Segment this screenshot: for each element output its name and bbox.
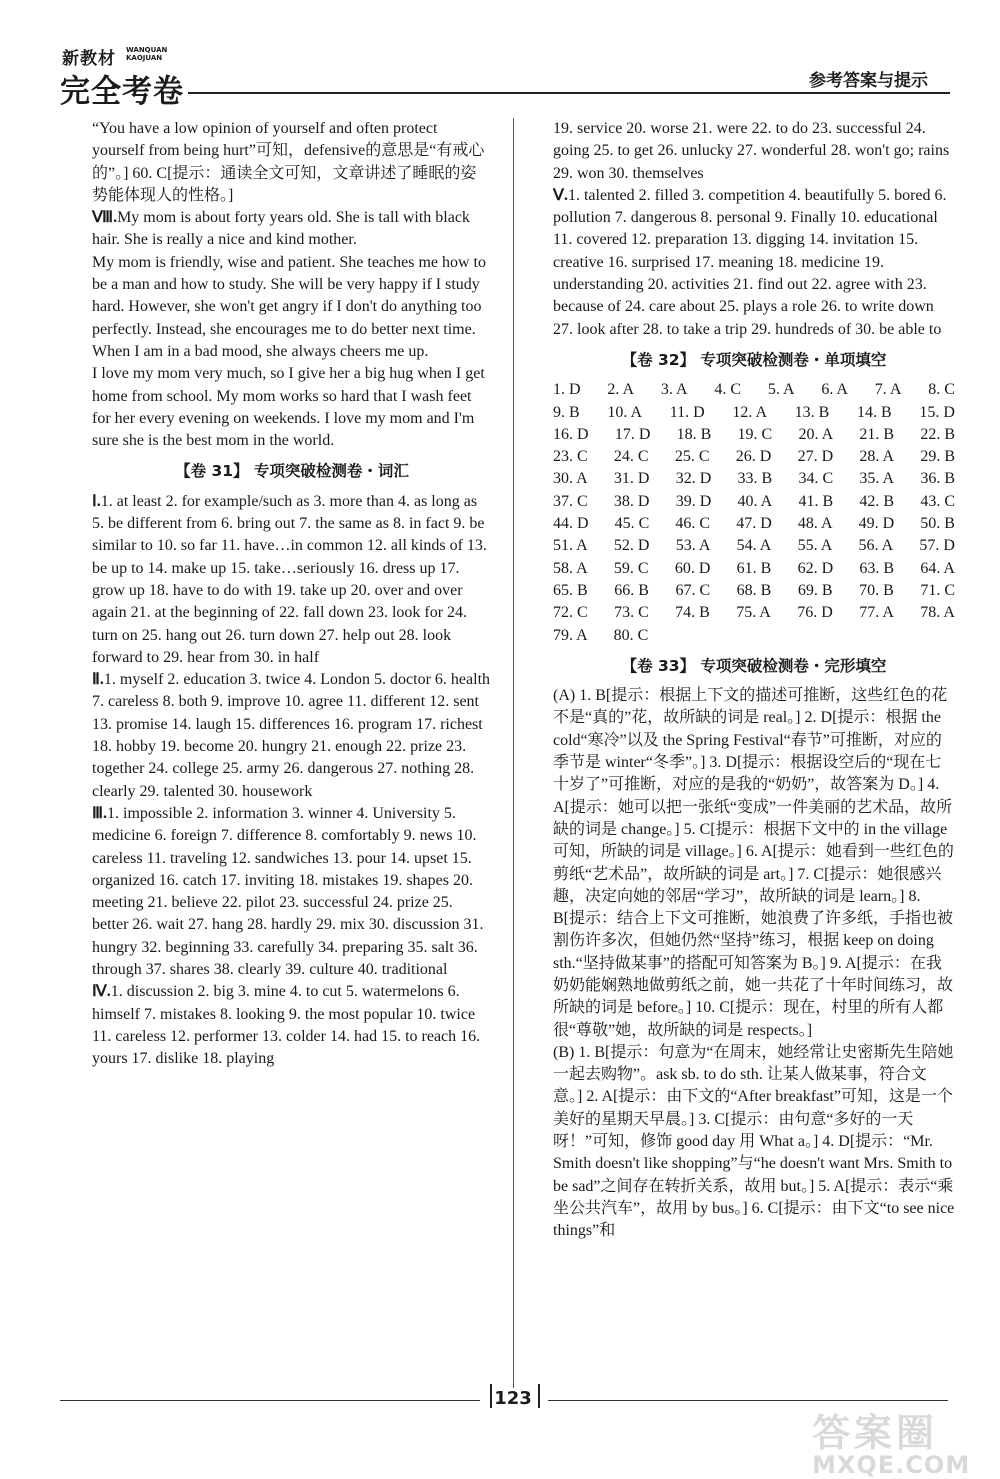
mc-answer: 12. A [732, 403, 767, 421]
mc-answer: 75. A [736, 604, 771, 622]
mc-answer: 60. D [674, 559, 711, 577]
section-title-31: 【卷 31】 专项突破检测卷・词汇 [175, 462, 409, 481]
mc-answer: 69. B [797, 581, 833, 599]
mc-answer: 14. B [857, 403, 892, 421]
mc-answer: 11. D [669, 403, 705, 421]
mc-answer: 51. A [553, 537, 588, 555]
mc-answer: 38. D [613, 492, 650, 510]
mc-answer: 41. B [798, 492, 834, 510]
mc-answer: 49. D [858, 515, 895, 533]
mc-answer: 20. A [798, 425, 834, 443]
section-label-iv: Ⅳ. [92, 983, 111, 1001]
mc-answer: 26. D [735, 448, 772, 466]
mc-answer: 30. A [553, 470, 588, 488]
mc-row [553, 535, 955, 557]
mc-answer: 45. C [614, 515, 650, 533]
logo-top-text: 新教材 [62, 49, 116, 69]
mc-answer: 59. C [613, 559, 649, 577]
mc-answer: 40. A [737, 492, 773, 510]
mc-answer: 56. A [858, 537, 894, 555]
mc-answer: 54. A [736, 537, 772, 555]
footer-rule-left [60, 1400, 480, 1401]
mc-answer: 73. C [614, 604, 649, 622]
mc-answer: 32. D [675, 470, 712, 488]
mc-answer: 65. B [553, 581, 588, 599]
vocab-iv-answers: 1. discussion 2. big 3. mine 4. to cut 5. watermelons 6. himself 7. mistakes 8. looking 9. the most popular 10. twice 11. careless 12. performer 13. colder 14. had 15. to reach 16. yours 17. dislike 18. playing [92, 983, 481, 1068]
cloze-b-answers: (B) 1. B[提示：句意为“在周末，她经常让史密斯先生陪她一起去购物”。ask sb. to do sth. 让某人做某事，符合文意。] 2. A[提示：由下文的“After breakfast”可知，这是一个美好的星期天早晨。] 3. C[提示：由句意“多好的一天呀！”可知，修饰 good day 用 What a。] 4. D[提示：“Mr. Smith doesn't like shopping”与“he doesn't want Mrs. Smith to be sad”之间存在转折关系，故用 but。] 5. A[提示：表示“乘坐公共汽车”，故用 by bus。] 6. C[提示：由下文“to see nice things”和 [553, 1043, 955, 1240]
mc-answer: 31. D [613, 470, 650, 488]
mc-answer: 16. D [553, 425, 589, 443]
section-title-32: 【卷 32】 专项突破检测卷・单项填空 [621, 350, 887, 369]
watermark [812, 1402, 970, 1479]
vocab-iv-continued: 19. service 20. worse 21. were 22. to do 23. successful 24. going 25. to get 26. unlucky 27. wonderful 28. won't go; rains 29. won 30. themselves [553, 120, 950, 182]
mc-answer: 57. D [919, 537, 955, 555]
page-number: 123 [494, 1388, 532, 1409]
mc-answer: 48. A [797, 515, 833, 533]
mc-answer: 29. B [920, 448, 955, 466]
section-title-33: 【卷 33】 专项突破检测卷・完形填空 [621, 656, 887, 675]
section-label-v: Ⅴ. [553, 186, 568, 204]
mc-answer: 63. B [859, 559, 895, 577]
mc-answer: 34. C [798, 470, 834, 488]
header-rule [188, 92, 950, 94]
writing-para-3: I love my mom very much, so I give her a big hug when I get home from school. My mom works so hard that I wash feet for her every evening on weekends. I love my mom and I'm sure she is the best mom in the world. [92, 365, 485, 450]
header-title: 参考答案与提示 [809, 71, 928, 91]
mc-answer: 10. A [607, 403, 643, 421]
mc-answer: 18. B [676, 425, 712, 443]
footer-rule-right [548, 1400, 948, 1401]
mc-answer: 37. C [553, 492, 588, 510]
mc-answer: 27. D [797, 448, 834, 466]
mc-answer: 25. C [674, 448, 710, 466]
vocab-ii-answers: 1. myself 2. education 3. twice 4. London 5. doctor 6. health 7. careless 8. both 9. improve 10. agree 11. different 12. sent 13. promise 14. laugh 15. differences 16. program 17. richest 18. hobby 19. become 20. hungry 21. enough 22. prize 23. together 24. college 25. army 26. dangerous 27. nothing 28. clearly 29. talented 30. housework [92, 671, 491, 800]
mc-answer: 43. C [920, 492, 955, 510]
mc-answer: 64. A [920, 559, 955, 577]
mc-answer: 74. B [675, 604, 710, 622]
mc-row [553, 379, 955, 401]
vocab-part-i [92, 491, 492, 669]
mc-answer: 72. C [553, 604, 588, 622]
section-label-viii: Ⅷ. [92, 209, 118, 227]
mc-answer: 67. C [675, 581, 711, 599]
mc-answer: 77. A [859, 604, 894, 622]
left-column [92, 118, 492, 1070]
logo-pinyin [126, 46, 167, 62]
mc-row [553, 580, 955, 602]
mc-row [553, 558, 955, 580]
mc-answer: 47. D [736, 515, 772, 533]
logo-pinyin-1: WANQUAN [126, 46, 168, 54]
mc-answer: 13. B [794, 403, 830, 421]
mc-answer: 80. C [613, 626, 649, 644]
page-bar-right [538, 1384, 540, 1408]
mc-answer: 61. B [736, 559, 772, 577]
essay-answer-tail: “You have a low opinion of yourself and often protect yourself from being hurt”可知，defensive的意思是“有戒心的”。] 60. C[提示：通读全文可知，文章讲述了睡眠的姿势能体现人的性格。] [92, 120, 485, 204]
vocab-part-v [553, 185, 955, 341]
mc-answer: 4. C [714, 381, 742, 399]
mc-answer: 44. D [553, 515, 589, 533]
mc-answer: 68. B [736, 581, 772, 599]
vocab-part-iv [92, 981, 492, 1070]
mc-answer: 3. A [660, 381, 688, 399]
watermark-logo: 答案圈 [812, 1411, 939, 1455]
mc-answer: 24. C [613, 448, 649, 466]
mc-answer: 39. D [675, 492, 712, 510]
column-divider [513, 118, 514, 1388]
mc-answer: 78. A [920, 604, 955, 622]
multiple-choice-grid [553, 379, 955, 647]
mc-answer: 33. B [737, 470, 773, 488]
mc-row [553, 446, 955, 468]
watermark-url: MXQE.COM [812, 1451, 971, 1479]
writing-section [92, 207, 492, 252]
mc-answer: 58. A [553, 559, 588, 577]
mc-row [553, 424, 955, 446]
writing-para-2: My mom is friendly, wise and patient. She teaches me how to be a man and how to study. She will be very happy if I study hard. However, she won't get angry if I don't do anything too perfectly. Instead, she encourages me to do better next time. When I am in a bad mood, she always cheers me up. [92, 253, 486, 360]
mc-answer: 66. B [614, 581, 649, 599]
mc-answer: 5. A [767, 381, 795, 399]
mc-answer: 19. C [737, 425, 773, 443]
writing-para-1: My mom is about forty years old. She is tall with black hair. She is really a nice and kind mother. [92, 209, 470, 249]
mc-row [553, 513, 955, 535]
mc-answer: 46. C [675, 515, 711, 533]
mc-answer: 17. D [614, 425, 651, 443]
mc-answer: 8. C [928, 381, 955, 399]
mc-row [553, 468, 955, 490]
page-header [0, 0, 1000, 110]
mc-answer: 50. B [920, 515, 955, 533]
right-column [553, 118, 955, 1243]
vocab-v-answers: 1. talented 2. filled 3. competition 4. beautifully 5. bored 6. pollution 7. dangerous 8. personal 9. Finally 10. educational 11. covered 12. preparation 13. digging 14. invitation 15. creative 16. surprised 17. meaning 18. medicine 19. understanding 20. activities 21. find out 22. agree with 23. because of 24. care about 25. plays a role 26. to write down 27. look after 28. to take a trip 29. hundreds of 30. be able to [553, 186, 947, 338]
section-label-ii: Ⅱ. [92, 671, 104, 689]
mc-answer: 2. A [607, 381, 635, 399]
vocab-part-iii [92, 803, 492, 981]
logo-pinyin-2: KAOJUAN [126, 54, 163, 62]
vocab-iii-answers: 1. impossible 2. information 3. winner 4. University 5. medicine 6. foreign 7. difference 8. comfortably 9. news 10. careless 11. traveling 12. sandwiches 13. pour 14. upset 15. organized 16. catch 17. inviting 18. mistakes 19. shapes 20. meeting 21. believe 22. pilot 23. successful 24. prize 25. better 26. wait 27. hang 28. hardly 29. mix 30. discussion 31. hungry 32. beginning 33. carefully 34. preparing 35. salt 36. through 37. shares 38. clearly 39. culture 40. traditional [92, 804, 484, 978]
mc-answer: 35. A [859, 470, 895, 488]
section-label-i: Ⅰ. [92, 492, 101, 510]
mc-answer: 62. D [797, 559, 834, 577]
logo-main-text: 完全考卷 [60, 73, 184, 111]
mc-answer: 22. B [920, 425, 955, 443]
mc-answer: 71. C [920, 581, 955, 599]
mc-answer: 53. A [675, 537, 711, 555]
vocab-part-ii [92, 669, 492, 803]
mc-answer: 6. A [821, 381, 848, 399]
mc-answer: 70. B [859, 581, 894, 599]
mc-row [553, 625, 955, 647]
mc-answer: 28. A [859, 448, 895, 466]
mc-row [553, 491, 955, 513]
mc-answer: 15. D [919, 403, 955, 421]
mc-answer: 76. D [797, 604, 833, 622]
mc-answer: 36. B [920, 470, 955, 488]
mc-answer: 9. B [553, 403, 580, 421]
mc-row [553, 402, 955, 424]
mc-answer: 1. D [553, 381, 581, 399]
mc-answer: 23. C [553, 448, 588, 466]
cloze-a-answers: (A) 1. B[提示：根据上下文的描述可推断，这些红色的花不是“真的”花，故所缺的词是 real。] 2. D[提示：根据 the cold“寒冷”以及 the Spring Festival“春节”可推断，对应的季节是 winter“冬季”。] 3. D[提示：根据设空后的“现在七十岁了”可推断，对应的是我的“奶奶”，故答案为 D。] 4. A[提示：她可以把一张纸“变成”一件美丽的艺术品，故所缺的词是 change。] 5. C[提示：根据下文中的 in the village 可知，所缺的词是 village。] 6. A[提示：她看到一些红色的剪纸“艺术品”，故所缺的词是 art。] 7. C[提示：她很感兴趣，决定向她的邻居“学习”，故所缺的词是 learn。] 8. B[提示：结合上下文可推断，她浪费了许多纸，手指也被割伤许多次，但她仍然“坚持”练习，根据 keep on doing sth.“坚持做某事”的搭配可知答案为 B。] 9. A[提示：在我奶奶能娴熟地做剪纸之前，她一共花了十年时间练习，故所缺的词是 before。] 10. C[提示：现在，村里的所有人都很“尊敬”她，故所缺的词是 respects。] [553, 687, 954, 1039]
mc-answer: 21. B [859, 425, 895, 443]
mc-row [553, 602, 955, 624]
section-label-iii: Ⅲ. [92, 804, 108, 822]
vocab-i-answers: 1. at least 2. for example/such as 3. more than 4. as long as 5. be different from 6. bring out 7. the same as 8. in fact 9. be similar to 10. so far 11. have…in common 12. all kinds of 13. be up to 14. make up 15. take…seriously 16. dress up 17. grow up 18. have to do with 19. take up 20. over and over again 21. at the beginning of 22. fall down 23. look for 24. turn on 25. hang out 26. turn down 27. help out 28. look forward to 29. hear from 30. in half [92, 492, 487, 666]
mc-answer: 79. A [553, 626, 588, 644]
mc-answer: 55. A [797, 537, 833, 555]
mc-answer: 52. D [613, 537, 650, 555]
mc-answer: 42. B [859, 492, 895, 510]
mc-answer: 7. A [874, 381, 902, 399]
